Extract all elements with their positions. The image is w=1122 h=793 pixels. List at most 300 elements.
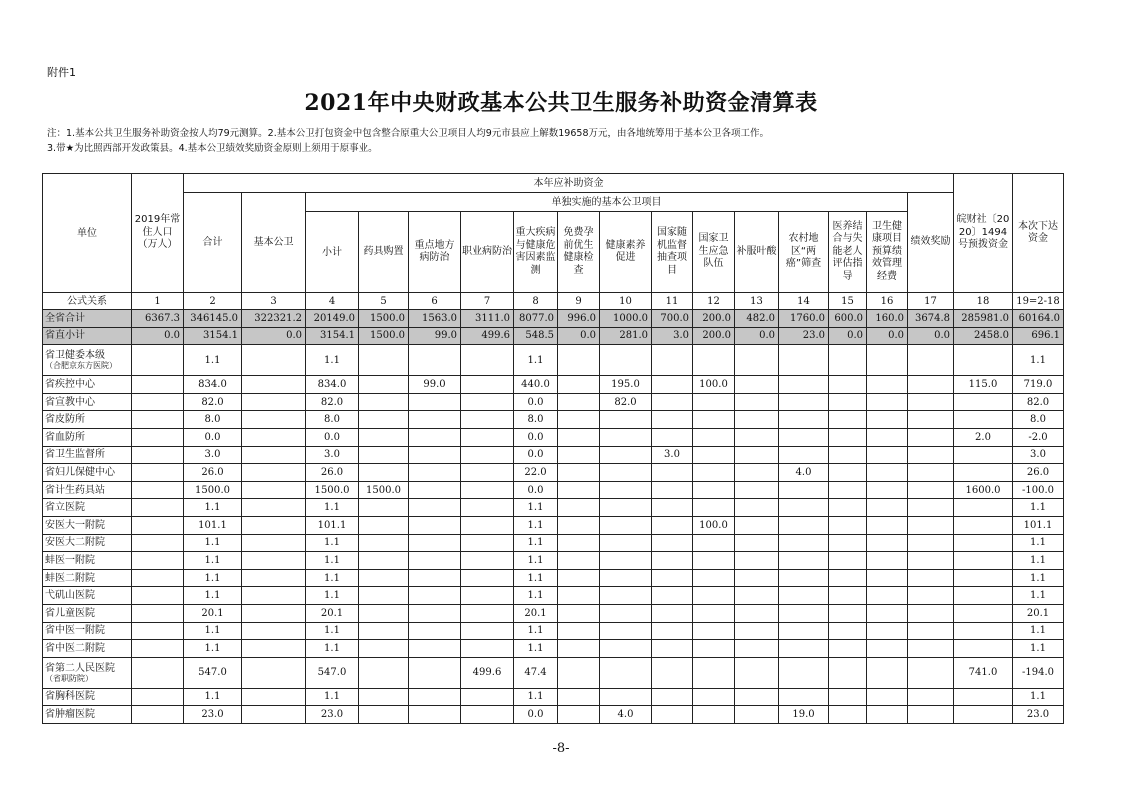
formula-cell: 6 — [409, 293, 461, 310]
table-cell: 548.5 — [514, 327, 558, 345]
table-cell — [359, 552, 409, 570]
table-cell — [558, 428, 600, 446]
table-cell — [908, 569, 954, 587]
table-cell — [132, 706, 184, 724]
table-cell — [461, 393, 514, 411]
table-cell — [652, 706, 693, 724]
table-cell — [600, 428, 652, 446]
table-cell — [600, 345, 652, 376]
table-cell: 1760.0 — [779, 310, 829, 328]
table-cell: 1.1 — [306, 499, 359, 517]
table-cell: 23.0 — [1013, 706, 1064, 724]
table-cell: 547.0 — [184, 657, 242, 688]
note-line-1: 注：1.基本公共卫生服务补助资金按人均79元测算。2.基本公卫打包资金中包含整合原重大公卫项目人均9元市县应上解数19658万元，由各地统筹用于基本公卫各项工作。 — [47, 128, 769, 139]
table-cell: 3154.1 — [306, 327, 359, 345]
table-cell — [867, 657, 908, 688]
table-cell — [132, 587, 184, 605]
unit-name-text: 安医大一附院 — [45, 519, 105, 531]
table-cell — [693, 499, 735, 517]
formula-cell: 3 — [242, 293, 306, 310]
row-unit-name — [43, 706, 132, 724]
table-cell: 101.1 — [1013, 516, 1064, 534]
table-cell — [735, 481, 779, 499]
table-cell — [693, 464, 735, 482]
table-cell — [867, 706, 908, 724]
unit-name-text: 省儿童医院 — [45, 607, 95, 619]
table-cell — [954, 446, 1013, 464]
table-cell — [242, 411, 306, 429]
table-cell — [829, 499, 867, 517]
table-cell — [132, 428, 184, 446]
table-cell — [867, 640, 908, 658]
formula-cell: 5 — [359, 293, 409, 310]
table-cell — [779, 499, 829, 517]
table-cell: 101.1 — [184, 516, 242, 534]
table-cell — [954, 516, 1013, 534]
table-cell: 1.1 — [514, 534, 558, 552]
table-cell — [409, 516, 461, 534]
table-cell — [132, 464, 184, 482]
header-current-year-funds: 本年应补助资金 — [184, 174, 954, 193]
table-cell: 23.0 — [306, 706, 359, 724]
table-cell — [600, 464, 652, 482]
table-cell: 0.0 — [306, 428, 359, 446]
table-cell: 1.1 — [306, 622, 359, 640]
header-major-disease: 重大疾病与健康危害因素监测 — [514, 212, 558, 293]
table-cell — [461, 534, 514, 552]
row-unit-name — [43, 657, 132, 688]
table-cell — [242, 657, 306, 688]
table-cell — [359, 569, 409, 587]
table-cell: 1.1 — [306, 569, 359, 587]
table-cell: 322321.2 — [242, 310, 306, 328]
table-cell — [735, 464, 779, 482]
table-cell — [132, 393, 184, 411]
formula-cell: 18 — [954, 293, 1013, 310]
header-random-supervision: 国家随机监督抽查项目 — [652, 212, 693, 293]
unit-name-text: 省中医一附院 — [45, 625, 105, 637]
table-cell: 285981.0 — [954, 310, 1013, 328]
table-cell: 2458.0 — [954, 327, 1013, 345]
table-cell: 82.0 — [1013, 393, 1064, 411]
table-cell: 20.1 — [184, 604, 242, 622]
table-cell — [558, 376, 600, 394]
table-cell — [409, 464, 461, 482]
table-cell — [735, 622, 779, 640]
table-cell — [735, 657, 779, 688]
table-cell: 1500.0 — [359, 327, 409, 345]
header-separate-projects: 单独实施的基本公卫项目 — [306, 193, 908, 212]
header-wancai: 皖财社〔2020〕1494号预拨资金 — [954, 174, 1013, 293]
table-cell: 0.0 — [514, 481, 558, 499]
unit-name-text: 省第二人民医院 — [45, 662, 115, 674]
table-cell — [735, 552, 779, 570]
unit-name-text: 省胸科医院 — [45, 691, 95, 703]
header-two-cancers: 农村地区“两癌”筛查 — [779, 212, 829, 293]
table-cell: 741.0 — [954, 657, 1013, 688]
table-cell — [409, 411, 461, 429]
table-cell — [359, 587, 409, 605]
table-cell: 99.0 — [409, 327, 461, 345]
table-cell — [461, 446, 514, 464]
table-cell: 100.0 — [693, 376, 735, 394]
row-unit-name — [43, 376, 132, 394]
table-cell: 1.1 — [184, 587, 242, 605]
table-cell: -194.0 — [1013, 657, 1064, 688]
table-cell — [409, 345, 461, 376]
unit-name-text: 安医大二附院 — [45, 537, 105, 549]
table-cell: 1.1 — [514, 688, 558, 706]
table-cell — [693, 534, 735, 552]
table-row — [43, 640, 1064, 658]
table-cell — [954, 706, 1013, 724]
table-cell — [132, 376, 184, 394]
table-cell: 996.0 — [558, 310, 600, 328]
table-cell — [954, 569, 1013, 587]
table-cell — [693, 481, 735, 499]
table-cell — [779, 428, 829, 446]
table-cell — [829, 428, 867, 446]
table-cell: 1563.0 — [409, 310, 461, 328]
header-current-issue: 本次下达资金 — [1013, 174, 1064, 293]
table-cell — [829, 640, 867, 658]
table-cell: 82.0 — [600, 393, 652, 411]
table-cell — [735, 428, 779, 446]
table-cell — [600, 481, 652, 499]
table-cell — [409, 534, 461, 552]
table-cell: 1.1 — [306, 688, 359, 706]
table-cell: 1.1 — [306, 587, 359, 605]
table-cell: 1.1 — [1013, 688, 1064, 706]
table-cell: 281.0 — [600, 327, 652, 345]
table-cell — [409, 587, 461, 605]
table-row — [43, 552, 1064, 570]
header-unit: 单位 — [43, 174, 132, 293]
table-cell — [409, 428, 461, 446]
table-cell: 6367.3 — [132, 310, 184, 328]
table-cell — [242, 688, 306, 706]
table-cell: 0.0 — [514, 428, 558, 446]
row-unit-name — [43, 481, 132, 499]
table-cell: 26.0 — [1013, 464, 1064, 482]
table-cell — [779, 688, 829, 706]
table-cell — [600, 552, 652, 570]
table-cell — [779, 552, 829, 570]
table-cell — [242, 604, 306, 622]
table-cell: 1.1 — [514, 587, 558, 605]
table-cell: 1.1 — [306, 345, 359, 376]
table-cell: 100.0 — [693, 516, 735, 534]
table-cell — [829, 587, 867, 605]
table-cell: 1.1 — [184, 499, 242, 517]
table-cell — [693, 552, 735, 570]
table-cell: 23.0 — [779, 327, 829, 345]
formula-row — [43, 293, 1064, 310]
table-cell: 3154.1 — [184, 327, 242, 345]
unit-name-text: 省卫生监督所 — [45, 449, 105, 461]
table-cell — [829, 345, 867, 376]
unit-name-text: 省肿瘤医院 — [45, 709, 95, 721]
table-cell — [600, 499, 652, 517]
table-cell: 1500.0 — [184, 481, 242, 499]
table-cell: 0.0 — [184, 428, 242, 446]
table-cell — [600, 516, 652, 534]
table-cell — [779, 481, 829, 499]
table-cell — [409, 657, 461, 688]
table-row — [43, 534, 1064, 552]
table-cell — [693, 446, 735, 464]
table-cell: 8.0 — [184, 411, 242, 429]
table-cell — [558, 640, 600, 658]
table-cell — [867, 604, 908, 622]
table-body — [43, 293, 1064, 724]
table-cell — [829, 657, 867, 688]
formula-cell: 11 — [652, 293, 693, 310]
table-cell: 1.1 — [184, 345, 242, 376]
table-cell: 0.0 — [514, 706, 558, 724]
table-cell — [908, 499, 954, 517]
table-cell — [735, 446, 779, 464]
table-cell — [409, 688, 461, 706]
table-cell — [779, 622, 829, 640]
table-row — [43, 376, 1064, 394]
table-cell: 195.0 — [600, 376, 652, 394]
unit-name-subtext: （合肥京东方医院） — [45, 361, 117, 371]
row-unit-name — [43, 587, 132, 605]
table-cell — [600, 534, 652, 552]
table-cell: -100.0 — [1013, 481, 1064, 499]
formula-cell: 12 — [693, 293, 735, 310]
unit-name-text: 全省合计 — [45, 312, 85, 324]
table-cell — [954, 393, 1013, 411]
table-cell: 3111.0 — [461, 310, 514, 328]
table-cell — [829, 622, 867, 640]
table-cell — [779, 569, 829, 587]
table-cell: 1.1 — [1013, 587, 1064, 605]
table-cell: 1.1 — [184, 534, 242, 552]
table-cell — [600, 411, 652, 429]
row-unit-name — [43, 569, 132, 587]
table-cell: 160.0 — [867, 310, 908, 328]
table-cell — [829, 393, 867, 411]
table-cell — [558, 446, 600, 464]
table-cell: 1.1 — [184, 569, 242, 587]
table-cell — [558, 481, 600, 499]
table-cell — [829, 552, 867, 570]
table-cell — [908, 587, 954, 605]
table-cell — [359, 446, 409, 464]
table-cell — [359, 499, 409, 517]
table-cell: 1.1 — [514, 622, 558, 640]
formula-cell: 9 — [558, 293, 600, 310]
table-cell — [652, 428, 693, 446]
table-cell — [867, 552, 908, 570]
table-cell: 700.0 — [652, 310, 693, 328]
table-cell: 200.0 — [693, 310, 735, 328]
table-cell: 1.1 — [306, 552, 359, 570]
table-cell — [242, 516, 306, 534]
table-cell — [600, 657, 652, 688]
table-cell: 47.4 — [514, 657, 558, 688]
table-cell — [600, 587, 652, 605]
table-cell — [242, 552, 306, 570]
table-cell: 0.0 — [735, 327, 779, 345]
table-cell — [461, 604, 514, 622]
table-cell — [461, 516, 514, 534]
table-row — [43, 516, 1064, 534]
table-cell — [558, 516, 600, 534]
table-cell: 23.0 — [184, 706, 242, 724]
table-cell: 1.1 — [514, 569, 558, 587]
table-cell: 719.0 — [1013, 376, 1064, 394]
table-cell — [867, 446, 908, 464]
table-cell — [359, 706, 409, 724]
table-cell — [735, 393, 779, 411]
unit-name-text: 蚌医二附院 — [45, 572, 95, 584]
table-cell — [693, 345, 735, 376]
table-cell — [908, 534, 954, 552]
table-cell — [359, 516, 409, 534]
table-cell — [867, 622, 908, 640]
header-health-literacy: 健康素养促进 — [600, 212, 652, 293]
page-number: -8- — [552, 741, 570, 756]
row-unit-name — [43, 516, 132, 534]
table-cell — [359, 428, 409, 446]
formula-cell: 14 — [779, 293, 829, 310]
header-emergency-team: 国家卫生应急队伍 — [693, 212, 735, 293]
table-row — [43, 428, 1064, 446]
table-cell — [829, 516, 867, 534]
table-cell — [829, 481, 867, 499]
table-cell: 0.0 — [558, 327, 600, 345]
table-cell — [461, 688, 514, 706]
table-row — [43, 604, 1064, 622]
table-cell — [242, 569, 306, 587]
table-cell: 834.0 — [184, 376, 242, 394]
table-cell — [693, 604, 735, 622]
table-cell — [693, 640, 735, 658]
table-cell — [867, 481, 908, 499]
table-cell: 0.0 — [867, 327, 908, 345]
table-cell — [461, 706, 514, 724]
table-cell — [461, 552, 514, 570]
table-cell — [132, 499, 184, 517]
row-unit-name — [43, 552, 132, 570]
table-cell: 4.0 — [779, 464, 829, 482]
header-budget-mgmt: 卫生健康项目预算绩效管理经费 — [867, 212, 908, 293]
table-cell — [132, 516, 184, 534]
table-row — [43, 310, 1064, 328]
table-cell — [461, 464, 514, 482]
table-cell: 1600.0 — [954, 481, 1013, 499]
table-cell — [779, 587, 829, 605]
formula-cell: 17 — [908, 293, 954, 310]
header-drug-purchase: 药具购置 — [359, 212, 409, 293]
table-cell — [693, 657, 735, 688]
table-cell: 1.1 — [306, 534, 359, 552]
table-row — [43, 464, 1064, 482]
table-cell — [829, 464, 867, 482]
table-cell — [829, 534, 867, 552]
table-cell — [867, 428, 908, 446]
table-cell — [779, 446, 829, 464]
table-cell — [954, 688, 1013, 706]
table-cell — [908, 446, 954, 464]
table-cell — [652, 640, 693, 658]
table-cell — [693, 411, 735, 429]
table-cell — [242, 345, 306, 376]
table-cell: 1.1 — [184, 688, 242, 706]
table-cell — [867, 688, 908, 706]
table-cell — [558, 706, 600, 724]
table-cell — [242, 706, 306, 724]
table-cell: 834.0 — [306, 376, 359, 394]
table-cell: 1.1 — [1013, 345, 1064, 376]
table-cell — [693, 688, 735, 706]
table-cell — [242, 428, 306, 446]
table-cell — [461, 569, 514, 587]
table-cell — [461, 499, 514, 517]
table-cell — [867, 464, 908, 482]
table-cell: 22.0 — [514, 464, 558, 482]
table-cell — [867, 345, 908, 376]
table-cell — [908, 428, 954, 446]
table-cell — [600, 569, 652, 587]
table-cell: 1.1 — [184, 622, 242, 640]
table-cell — [652, 587, 693, 605]
table-cell: 1.1 — [1013, 552, 1064, 570]
table-row — [43, 569, 1064, 587]
table-cell — [558, 604, 600, 622]
table-cell — [829, 604, 867, 622]
formula-cell: 2 — [184, 293, 242, 310]
row-unit-name — [43, 446, 132, 464]
unit-name-text: 省直小计 — [45, 330, 85, 342]
table-cell — [132, 534, 184, 552]
table-cell — [652, 688, 693, 706]
table-cell — [242, 393, 306, 411]
table-cell — [652, 376, 693, 394]
table-cell — [829, 446, 867, 464]
table-cell — [652, 622, 693, 640]
table-cell — [779, 516, 829, 534]
table-cell: 115.0 — [954, 376, 1013, 394]
table-cell — [735, 516, 779, 534]
table-cell — [359, 411, 409, 429]
formula-cell: 15 — [829, 293, 867, 310]
table-cell: 1.1 — [184, 552, 242, 570]
table-cell — [409, 622, 461, 640]
table-cell: 99.0 — [409, 376, 461, 394]
formula-cell: 16 — [867, 293, 908, 310]
table-cell — [558, 534, 600, 552]
table-cell — [600, 688, 652, 706]
table-cell — [132, 446, 184, 464]
formula-cell: 7 — [461, 293, 514, 310]
row-unit-name — [43, 464, 132, 482]
table-row — [43, 481, 1064, 499]
table-cell: 440.0 — [514, 376, 558, 394]
table-cell: 26.0 — [306, 464, 359, 482]
table-cell — [735, 376, 779, 394]
table-cell — [908, 516, 954, 534]
table-cell: 600.0 — [829, 310, 867, 328]
formula-cell: 13 — [735, 293, 779, 310]
table-cell — [558, 552, 600, 570]
table-cell — [132, 552, 184, 570]
table-cell — [242, 481, 306, 499]
table-cell: 0.0 — [908, 327, 954, 345]
